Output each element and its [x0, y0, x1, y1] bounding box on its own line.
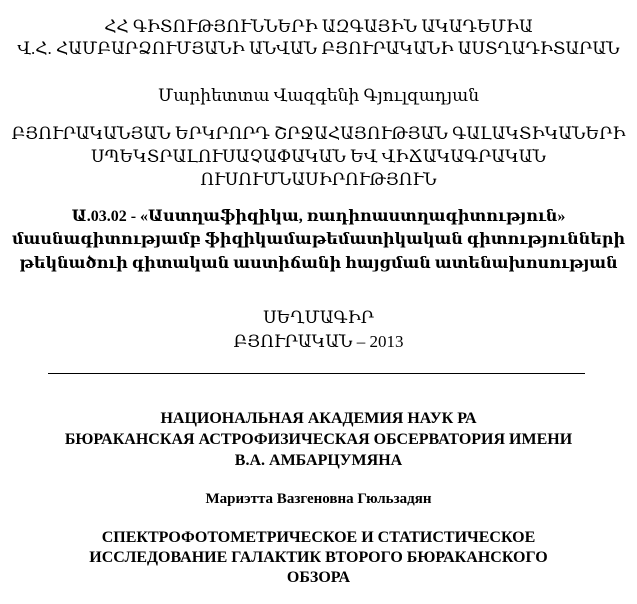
russian-title-line-1: СПЕКТРОФОТОМЕТРИЧЕСКОЕ И СТАТИСТИЧЕСКОЕ [101, 529, 536, 546]
armenian-title-line-3: ՈՒՍՈՒՄՆԱՍԻՐՈՒԹՅՈՒՆ [200, 170, 437, 189]
armenian-city-year: ԲՅՈՒՐԱԿԱՆ – 2013 [233, 332, 404, 351]
armenian-institution-line-2: Վ.Հ. ՀԱՄԲԱՐՁՈՒՄՅԱՆԻ ԱՆՎԱՆ ԲՅՈՒՐԱԿԱՆԻ ԱՍՏՂԱԴԻՏԱՐԱՆ [17, 39, 620, 58]
armenian-degree-line-2: թեկնածուի գիտական աստիճանի հայցման ատենախոսության [19, 255, 618, 272]
armenian-institution-line-1: ՀՀ ԳԻՏՈՒԹՅՈՒՆՆԵՐԻ ԱԶԳԱՅԻՆ ԱԿԱԴԵՄԻԱ [104, 17, 533, 36]
russian-institution-line-2: БЮРАКАНСКАЯ АСТРОФИЗИЧЕСКАЯ ОБСЕРВАТОРИЯ ИМЕНИ [64, 431, 573, 448]
armenian-title-line-2: ՍՊԵԿՏՐԱԼՈՒՍԱՉԱՓԱԿԱՆ ԵՎ ՎԻՃԱԿԱԳՐԱԿԱՆ [91, 147, 546, 166]
russian-author: Мариэтта Вазгеновна Гюльзадян [205, 491, 432, 507]
section-divider [48, 373, 585, 374]
russian-institution-line-3: В.А. АМБАРЦУМЯНА [234, 452, 403, 469]
armenian-degree-line-1: մասնագիտությամբ ֆիզիկամաթեմատիկական գիտությունների [11, 231, 626, 248]
armenian-specialty-line: Ա.03.02 - «Աստղաֆիզիկա, ռադիոաստղագիտություն» [71, 208, 566, 225]
russian-title-line-3: ОБЗОРА [286, 569, 351, 586]
armenian-author: Մարիետտա Վազգենի Գյուլզադյան [157, 86, 480, 105]
armenian-title-line-1: ԲՅՈՒՐԱԿԱՆՅԱՆ ԵՐԿՐՈՐԴ ՇՐՋԱՀԱՅՈՒԹՅԱՆ ԳԱԼԱԿՏԻԿԱՆԵՐԻ [11, 124, 626, 143]
armenian-document-type: ՍԵՂՄԱԳԻՐ [263, 308, 374, 327]
russian-title-line-2: ИССЛЕДОВАНИЕ ГАЛАКТИК ВТОРОГО БЮРАКАНСКОГО [89, 549, 548, 566]
russian-institution-line-1: НАЦИОНАЛЬНАЯ АКАДЕМИЯ НАУК РА [160, 410, 477, 427]
